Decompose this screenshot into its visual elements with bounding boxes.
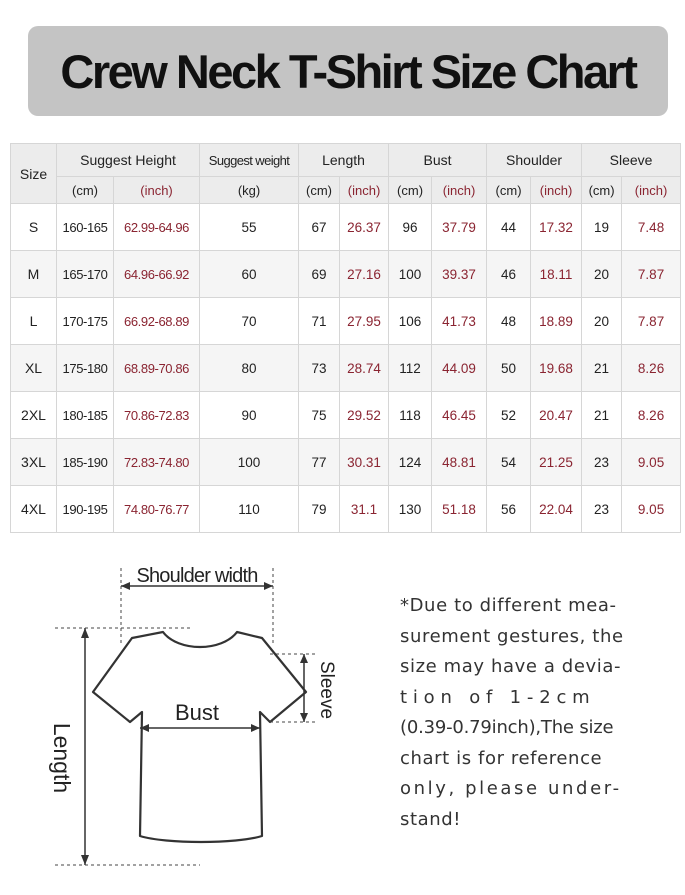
header-weight: Suggest weight <box>200 144 299 177</box>
cell-length-in: 27.16 <box>340 251 389 298</box>
cell-size: XL <box>11 345 57 392</box>
cell-bust-cm: 124 <box>389 439 432 486</box>
cell-shoulder-cm: 46 <box>487 251 531 298</box>
bust-label: Bust <box>174 700 220 725</box>
header-bust: Bust <box>389 144 487 177</box>
cell-sleeve-cm: 23 <box>582 486 622 533</box>
unit-cm: (cm) <box>57 177 114 204</box>
cell-shoulder-cm: 52 <box>487 392 531 439</box>
cell-weight: 100 <box>200 439 299 486</box>
note-line: tion of 1-2cm <box>400 686 596 708</box>
header-sleeve: Sleeve <box>582 144 681 177</box>
table-body <box>11 204 681 533</box>
cell-sleeve-in: 7.87 <box>622 298 681 345</box>
unit-inch: (inch) <box>622 177 681 204</box>
cell-size: S <box>11 204 57 251</box>
length-label: Length <box>49 722 75 794</box>
cell-sleeve-in: 8.26 <box>622 392 681 439</box>
tshirt-outline-icon <box>93 632 306 842</box>
cell-bust-in: 37.79 <box>432 204 487 251</box>
cell-size: M <box>11 251 57 298</box>
unit-inch: (inch) <box>114 177 200 204</box>
cell-height-in: 66.92-68.89 <box>114 298 200 345</box>
note-line: surement gestures, the <box>400 625 624 647</box>
note-line: stand! <box>400 808 462 830</box>
cell-length-in: 27.95 <box>340 298 389 345</box>
cell-bust-cm: 130 <box>389 486 432 533</box>
cell-length-cm: 75 <box>299 392 340 439</box>
cell-sleeve-cm: 23 <box>582 439 622 486</box>
unit-cm: (cm) <box>487 177 531 204</box>
cell-length-cm: 73 <box>299 345 340 392</box>
cell-shoulder-in: 19.68 <box>531 345 582 392</box>
cell-bust-cm: 118 <box>389 392 432 439</box>
cell-sleeve-cm: 20 <box>582 251 622 298</box>
unit-inch: (inch) <box>531 177 582 204</box>
page-title: Crew Neck T-Shirt Size Chart <box>60 44 636 98</box>
header-height: Suggest Height <box>57 144 200 177</box>
cell-shoulder-in: 22.04 <box>531 486 582 533</box>
cell-bust-cm: 106 <box>389 298 432 345</box>
cell-shoulder-in: 18.11 <box>531 251 582 298</box>
cell-shoulder-in: 17.32 <box>531 204 582 251</box>
cell-size: 3XL <box>11 439 57 486</box>
unit-cm: (cm) <box>582 177 622 204</box>
cell-bust-cm: 96 <box>389 204 432 251</box>
cell-size: 2XL <box>11 392 57 439</box>
cell-sleeve-cm: 20 <box>582 298 622 345</box>
cell-height-in: 68.89-70.86 <box>114 345 200 392</box>
table-row <box>11 439 681 486</box>
cell-shoulder-in: 21.25 <box>531 439 582 486</box>
table-row <box>11 251 681 298</box>
cell-bust-in: 46.45 <box>432 392 487 439</box>
cell-bust-in: 51.18 <box>432 486 487 533</box>
sleeve-label: Sleeve <box>316 660 337 720</box>
cell-bust-in: 44.09 <box>432 345 487 392</box>
tshirt-diagram <box>0 540 360 895</box>
cell-shoulder-cm: 48 <box>487 298 531 345</box>
table-row <box>11 298 681 345</box>
cell-sleeve-in: 7.48 <box>622 204 681 251</box>
cell-sleeve-cm: 21 <box>582 345 622 392</box>
cell-height-cm: 180-185 <box>57 392 114 439</box>
cell-weight: 80 <box>200 345 299 392</box>
cell-size: 4XL <box>11 486 57 533</box>
unit-kg: (kg) <box>200 177 299 204</box>
cell-bust-in: 48.81 <box>432 439 487 486</box>
measurement-note <box>400 591 670 835</box>
cell-length-cm: 69 <box>299 251 340 298</box>
cell-sleeve-in: 9.05 <box>622 439 681 486</box>
cell-bust-in: 41.73 <box>432 298 487 345</box>
title-banner <box>28 26 668 116</box>
header-shoulder: Shoulder <box>487 144 582 177</box>
unit-cm: (cm) <box>389 177 432 204</box>
cell-height-cm: 175-180 <box>57 345 114 392</box>
header-row <box>11 144 681 177</box>
cell-weight: 70 <box>200 298 299 345</box>
cell-shoulder-cm: 50 <box>487 345 531 392</box>
note-line: chart is for reference <box>400 747 603 769</box>
cell-length-cm: 67 <box>299 204 340 251</box>
cell-sleeve-cm: 21 <box>582 392 622 439</box>
cell-height-cm: 160-165 <box>57 204 114 251</box>
cell-shoulder-cm: 56 <box>487 486 531 533</box>
size-table <box>10 143 681 533</box>
cell-length-in: 28.74 <box>340 345 389 392</box>
note-line: (0.39-0.79inch),The size <box>400 717 614 738</box>
cell-height-cm: 170-175 <box>57 298 114 345</box>
cell-bust-cm: 112 <box>389 345 432 392</box>
cell-weight: 90 <box>200 392 299 439</box>
header-length: Length <box>299 144 389 177</box>
cell-height-in: 72.83-74.80 <box>114 439 200 486</box>
cell-height-cm: 190-195 <box>57 486 114 533</box>
cell-weight: 55 <box>200 204 299 251</box>
note-line: only, please under- <box>400 778 622 799</box>
note-line: *Due to different mea- <box>400 595 617 616</box>
cell-size: L <box>11 298 57 345</box>
cell-length-in: 30.31 <box>340 439 389 486</box>
cell-sleeve-in: 9.05 <box>622 486 681 533</box>
cell-height-in: 64.96-66.92 <box>114 251 200 298</box>
cell-length-cm: 71 <box>299 298 340 345</box>
cell-weight: 60 <box>200 251 299 298</box>
cell-shoulder-cm: 54 <box>487 439 531 486</box>
cell-height-in: 70.86-72.83 <box>114 392 200 439</box>
cell-weight: 110 <box>200 486 299 533</box>
cell-shoulder-in: 20.47 <box>531 392 582 439</box>
unit-inch: (inch) <box>432 177 487 204</box>
cell-height-cm: 165-170 <box>57 251 114 298</box>
unit-cm: (cm) <box>299 177 340 204</box>
unit-row <box>11 177 681 204</box>
cell-height-in: 62.99-64.96 <box>114 204 200 251</box>
cell-bust-in: 39.37 <box>432 251 487 298</box>
cell-shoulder-cm: 44 <box>487 204 531 251</box>
cell-shoulder-in: 18.89 <box>531 298 582 345</box>
cell-height-in: 74.80-76.77 <box>114 486 200 533</box>
header-size: Size <box>11 144 57 204</box>
note-line: size may have a devia- <box>400 656 622 677</box>
cell-length-in: 29.52 <box>340 392 389 439</box>
table-row <box>11 204 681 251</box>
table-row <box>11 345 681 392</box>
cell-length-in: 26.37 <box>340 204 389 251</box>
cell-bust-cm: 100 <box>389 251 432 298</box>
cell-sleeve-in: 8.26 <box>622 345 681 392</box>
shoulder-width-label: Shoulder width <box>136 565 258 587</box>
table-row <box>11 486 681 533</box>
cell-length-cm: 77 <box>299 439 340 486</box>
cell-sleeve-in: 7.87 <box>622 251 681 298</box>
cell-height-cm: 185-190 <box>57 439 114 486</box>
cell-length-cm: 79 <box>299 486 340 533</box>
unit-inch: (inch) <box>340 177 389 204</box>
cell-length-in: 31.1 <box>340 486 389 533</box>
cell-sleeve-cm: 19 <box>582 204 622 251</box>
table-row <box>11 392 681 439</box>
